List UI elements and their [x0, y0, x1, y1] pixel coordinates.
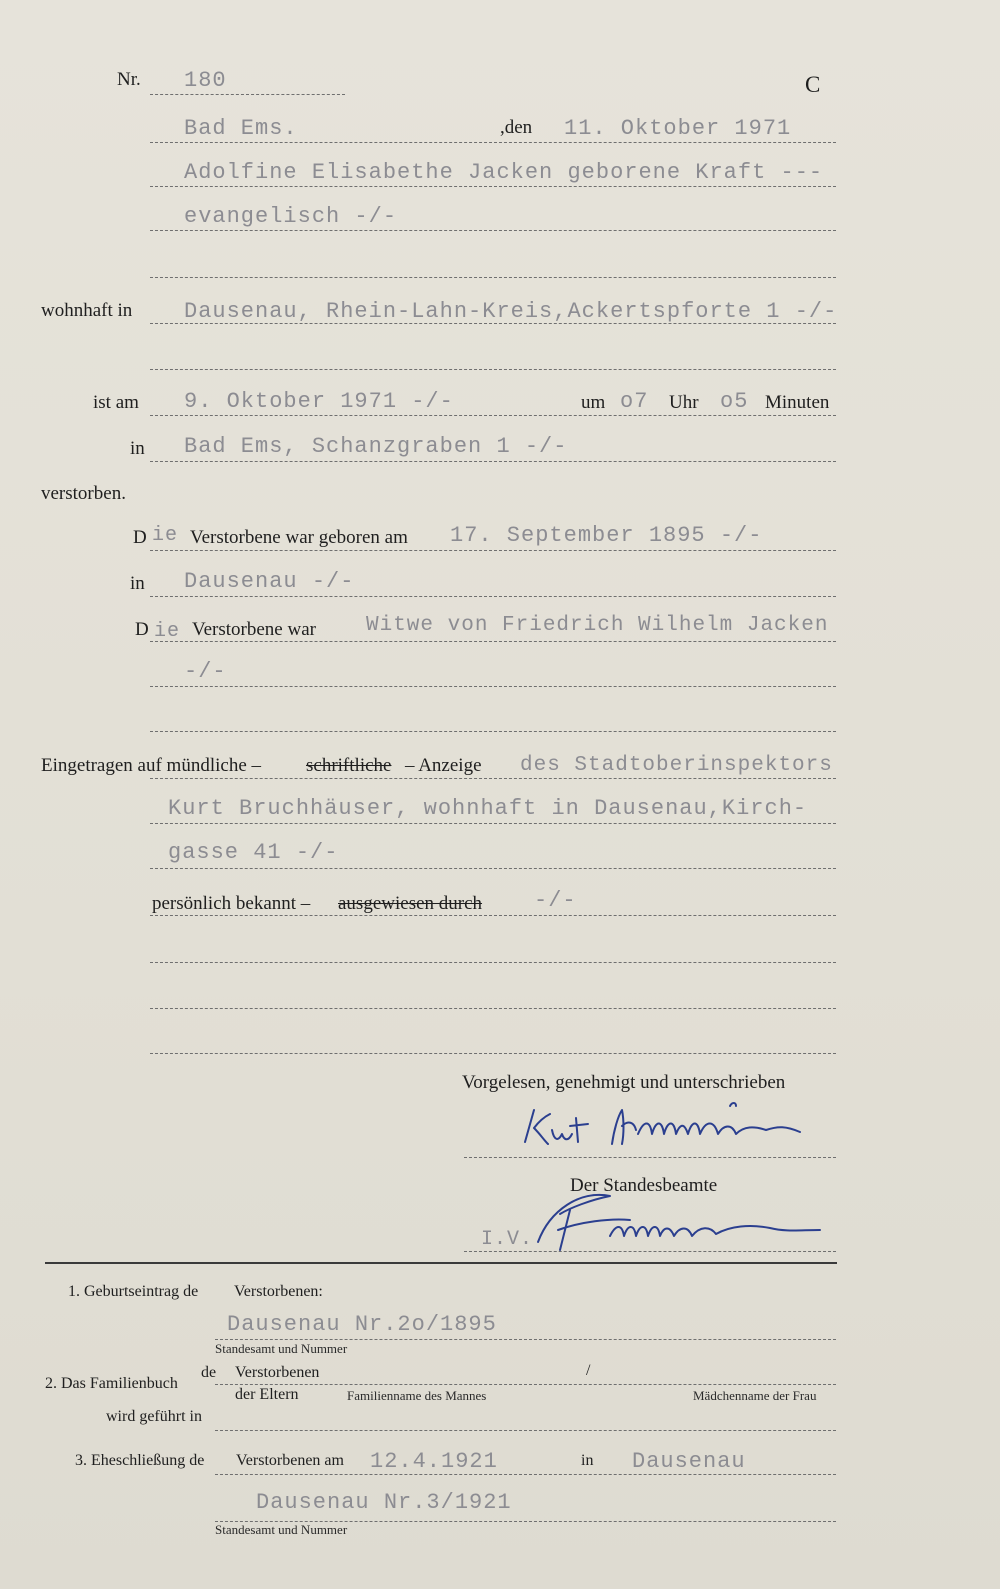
registration-label-end: – Anzeige: [405, 755, 482, 776]
read-approved-label: Vorgelesen, genehmigt und unterschrieben: [462, 1072, 786, 1093]
registration-struck: schriftliche: [306, 755, 392, 776]
date-value: 11. Oktober 1971: [564, 116, 792, 141]
blank-line-2: [150, 369, 836, 370]
item2-slash: /: [586, 1362, 591, 1379]
registration-line3: gasse 41 -/-: [168, 840, 339, 865]
registrar-signature: [530, 1170, 830, 1260]
item1-suffix: Verstorbenen:: [234, 1283, 323, 1300]
birth-in-label: in: [130, 573, 145, 594]
item2-verstorbenen: Verstorbenen: [235, 1364, 320, 1381]
religion-value: evangelisch -/-: [184, 204, 398, 229]
informant-signature-line: [464, 1157, 836, 1158]
birth-date: 17. September 1895 -/-: [450, 523, 763, 548]
death-minutes: o5: [720, 389, 749, 414]
item1-line: [215, 1339, 836, 1340]
residence-line: [150, 323, 836, 324]
item1-label: 1. Geburtseintrag de: [68, 1283, 199, 1300]
religion-line: [150, 230, 836, 231]
death-date: 9. Oktober 1971 -/-: [184, 389, 454, 414]
identity-value: -/-: [534, 888, 577, 913]
death-hour: o7: [620, 389, 649, 414]
registration-line2: Kurt Bruchhäuser, wohnhaft in Dausenau,Kirch-: [168, 796, 808, 821]
death-date-line: [150, 415, 836, 416]
registrar-signature-line: [464, 1251, 836, 1252]
item3-line: [215, 1474, 836, 1475]
item3-date: 12.4.1921: [370, 1449, 498, 1474]
item2-line: [215, 1384, 836, 1385]
birth-d-prefix: D: [133, 527, 147, 548]
residence-value: Dausenau, Rhein-Lahn-Kreis,Ackertspforte 1 -/-: [184, 299, 838, 324]
blank-line-6: [150, 1053, 836, 1054]
um-label: um: [581, 392, 606, 413]
registration-line-2: [150, 823, 836, 824]
blank-line-4: [150, 962, 836, 963]
item1-value: Dausenau Nr.2o/1895: [227, 1312, 497, 1337]
item3-place: Dausenau: [632, 1449, 746, 1474]
item2-label: 2. Das Familienbuch: [45, 1375, 178, 1392]
item3-registry: Dausenau Nr.3/1921: [256, 1490, 512, 1515]
item2-frau-caption: Mädchenname der Frau: [693, 1388, 817, 1403]
nr-value: 180: [184, 68, 227, 93]
deceased-name: Adolfine Elisabethe Jacken geborene Kraft ---: [184, 160, 824, 185]
nr-label: Nr.: [117, 69, 141, 90]
verstorben-label: verstorben.: [41, 483, 126, 504]
birth-label: Verstorbene war geboren am: [190, 527, 408, 548]
marital-value2: -/-: [184, 659, 227, 684]
marital-value: Witwe von Friedrich Wilhelm Jacken: [366, 614, 829, 637]
marital-article-suffix: ie: [154, 620, 181, 643]
item3-standesamt-caption: Standesamt und Nummer: [215, 1522, 348, 1537]
item2-de: de: [201, 1364, 217, 1381]
item1-standesamt-caption: Standesamt und Nummer: [215, 1341, 348, 1356]
blank-line-1: [150, 277, 836, 278]
identity-label: persönlich bekannt –: [152, 893, 311, 914]
blank-line-3: [150, 731, 836, 732]
item2-wird-label: wird geführt in: [106, 1408, 202, 1425]
section-divider: [45, 1262, 837, 1264]
minuten-label: Minuten: [765, 392, 830, 413]
marital-d-prefix: D: [135, 619, 149, 640]
informant-signature: [510, 1090, 840, 1160]
registration-line-1: [150, 778, 836, 779]
death-in-label: in: [130, 438, 145, 459]
item2-wird-line: [215, 1430, 836, 1431]
blank-line-5: [150, 1008, 836, 1009]
death-place-line: [150, 461, 836, 462]
item2-eltern: der Eltern: [235, 1386, 299, 1403]
birth-article-suffix: ie: [152, 524, 179, 547]
iv-label: I.V.: [481, 1228, 534, 1251]
den-label: ,den: [500, 117, 533, 138]
nr-line: [150, 94, 345, 95]
item3-suffix: Verstorbenen am: [236, 1452, 344, 1469]
death-place: Bad Ems, Schanzgraben 1 -/-: [184, 434, 568, 459]
ist-am-label: ist am: [93, 392, 139, 413]
registration-line-3: [150, 868, 836, 869]
uhr-label: Uhr: [669, 392, 699, 413]
place-value: Bad Ems.: [184, 116, 298, 141]
birth-place-line: [150, 596, 836, 597]
registration-label-start: Eingetragen auf mündliche –: [41, 755, 262, 776]
identity-line: [150, 915, 836, 916]
name-line: [150, 186, 836, 187]
identity-struck: ausgewiesen durch: [338, 893, 483, 914]
registrar-label: Der Standesbeamte: [570, 1175, 718, 1196]
marital-label: Verstorbene war: [192, 619, 316, 640]
residence-label: wohnhaft in: [41, 300, 133, 321]
item3-in-label: in: [581, 1452, 594, 1469]
marital-line-2: [150, 686, 836, 687]
birth-place: Dausenau -/-: [184, 569, 355, 594]
marital-line: [150, 641, 836, 642]
birth-date-line: [150, 550, 836, 551]
place-date-line: [150, 142, 836, 143]
item3-label: 3. Eheschließung de: [75, 1452, 205, 1469]
form-letter: C: [805, 72, 821, 97]
registration-line1: des Stadtoberinspektors: [520, 754, 833, 777]
item2-mann-caption: Familienname des Mannes: [347, 1388, 487, 1403]
